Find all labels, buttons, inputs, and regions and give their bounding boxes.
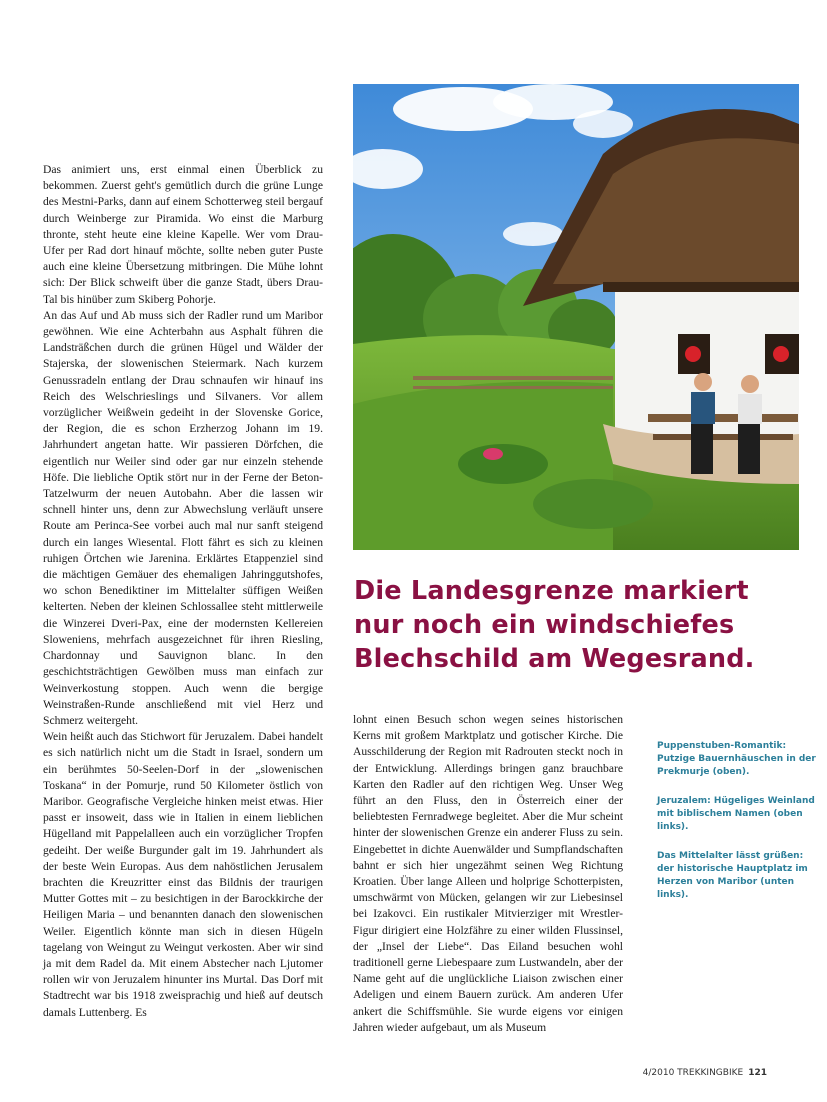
farmhouse-photo: [353, 84, 799, 550]
caption: Puppenstuben-Romantik: Putzige Bauernhäuschen in der Prekmurje (oben).: [657, 741, 816, 777]
pull-quote-line: Blechschild am Wegesrand.: [354, 644, 755, 674]
pull-quote-line: Die Landesgrenze markiert: [354, 576, 749, 606]
caption: Das Mittelalter lässt grüßen: der historische Hauptplatz im Herzen von Maribor (unten links).: [657, 851, 808, 900]
issue-magazine-label: 4/2010 TREKKINGBIKE: [642, 1068, 744, 1078]
body-text-left-column: [43, 162, 323, 1021]
pull-quote: [354, 574, 814, 676]
paragraph: Wein heißt auch das Stichwort für Jeruzalem. Dabei handelt es sich natürlich nicht um die Stadt in Israel, sondern um ein berühmtes 50-Seelen-Dorf in der „slowenischen Toskana“ in der Pomurje, rund 50 Kilometer östlich von Maribor. Geografische Vergleiche hinken meist etwas. Hier passt er insoweit, dass wie in Italien in einem lieblichen Hügelland mit Pappelalleen auch ein vorzüglicher Tropfen gedeiht. Der weiße Burgunder galt im 19. Jahrhundert als der beste Wein Europas. Aus dem nahöstlichen Jerusalem brachten die Kreuzritter einst das Bildnis der traurigen Mutter Gottes mit – zu besichtigen in der Barockkirche der Heiligen Maria – und benannten danach den slowenischen Weiler. Eigentlich könnte man sich in diesen Hügeln tagelang von Weingut zu Weingut verkosten. Aber wir sind ja mit dem Radel da. Mit einem Abstecher nach Ljutomer rollen wir von Jeruzalem hinunter ins Murtal. Das Dorf mit Stadtrecht war bis 1918 zweisprachig und hieß auf deutsch damals Luttenberg. Es: [43, 730, 323, 1019]
body-text-middle-column: [353, 712, 623, 1036]
paragraph: Das animiert uns, erst einmal einen Überblick zu bekommen. Zuerst geht's gemütlich durch die grüne Lunge des Mestni-Parks, dann auf einem Schotterweg steil bergauf durch Weinberge zur Piramida. Wo einst die Marburg thronte, steht heute eine kleine Kapelle. Wer vom Drau-Ufer per Rad dort hinauf möchte, sollte neben guter Puste auch eine kleine Übersetzung mitbringen. Die Mühe lohnt sich: Der Blick schweift über die ganze Stadt, übers Drau-Tal bis hinüber zum Skiberg Pohorje.: [43, 163, 323, 306]
paragraph: An das Auf und Ab muss sich der Radler rund um Maribor gewöhnen. Wie eine Achterbahn aus Asphalt führen die Landsträßchen durch die grünen Hügel und Wälder der Stajerska, der slowenischen Steiermark. Nach kurzem Genussradeln entlang der Drau schnaufen wir hinauf ins Reich des Welschrieslings und Silvaners. Vor allem vorzüglicher Weißwein gedeiht in der Slovenske Gorice, der Region, die es schon Erzherzog Johann im 19. Jahrhundert angetan hatte. Wir passieren Dörfchen, die eigentlich nur Weiler sind oder gar nur einzeln stehende Höfe. Die liebliche Optik stört nur in der Ferne der Beton-Tatzelwurm der neuen Autobahn. Aber die lassen wir schnell hinter uns, denn zur Abwechslung verläuft unsere Route am Perinca-See vorbei auch mal nur sanft steigend durch ein langes Wiesental. Flott fährt es sich zu kleinen ruhigen Örtchen wie Jarenina. Erklärtes Etappenziel sind die mächtigen Gemäuer des ehemaligen Jahringgutshofes, wo schon Benediktiner im Mittelalter süffigen Weißen kelterten. Neben der kleinen Schlossallee steht mittlerweile die Winzerei Dveri-Pax, eine der modernsten Kellereien Sloweniens, mehrfach ausgezeichnet für ihren Riesling, Chardonnay und Sauvignon blanc. In den geschichtsträchtigen Gewölben muss man einfach zur Weinverkostung stoppen. Auch wenn die bergige Weinstraßen-Runde anschließend mit viel Herz und Schmerz weitergeht.: [43, 308, 323, 727]
photo-captions: [657, 740, 817, 918]
pull-quote-line: nur noch ein windschiefes: [354, 610, 735, 640]
caption: Jeruzalem: Hügeliges Weinland mit biblischem Namen (oben links).: [657, 796, 815, 832]
paragraph: lohnt einen Besuch schon wegen seines historischen Kerns mit großem Marktplatz und gotischer Kirche. Die Ausschilderung der Region mit Radrouten steckt noch in der Entwicklung. Allerdings bringen ganz brauchbare Karten den Radler auf den richtigen Weg. Unser Weg führt an den Fluss, den in Österreich einer der beliebtesten Fernradwege begleitet. Aber die Mur scheint hinter der slowenischen Grenze ein anderer Fluss zu sein. Eingebettet in dichte Auenwälder und Sumpflandschaften bahnt er sich hier ungezähmt seinen Weg Richtung Kroatien. Über lange Alleen und holprige Schotterpisten, umschwärmt von Mücken, gelangen wir zur Liebesinsel bei Izakovci. Ein rustikaler Mitvierziger mit Wrestler-Figur dirigiert eine Holzfähre zu einer wilden Flussinsel, der „Insel der Liebe“. Das Eiland besuchen wohl traditionell gerne Liebespaare zum Lustwandeln, aber der Name geht auf die unglückliche Liaison zwischen einer Adeligen und einem Bauern zurück. Am anderen Ufer ankert die Schiffsmühle. Sie wurde eigens vor einigen Jahren wieder aufgebaut, um als Museum: [353, 713, 623, 1034]
page-footer: [643, 1068, 767, 1078]
page-number: 121: [748, 1068, 767, 1078]
